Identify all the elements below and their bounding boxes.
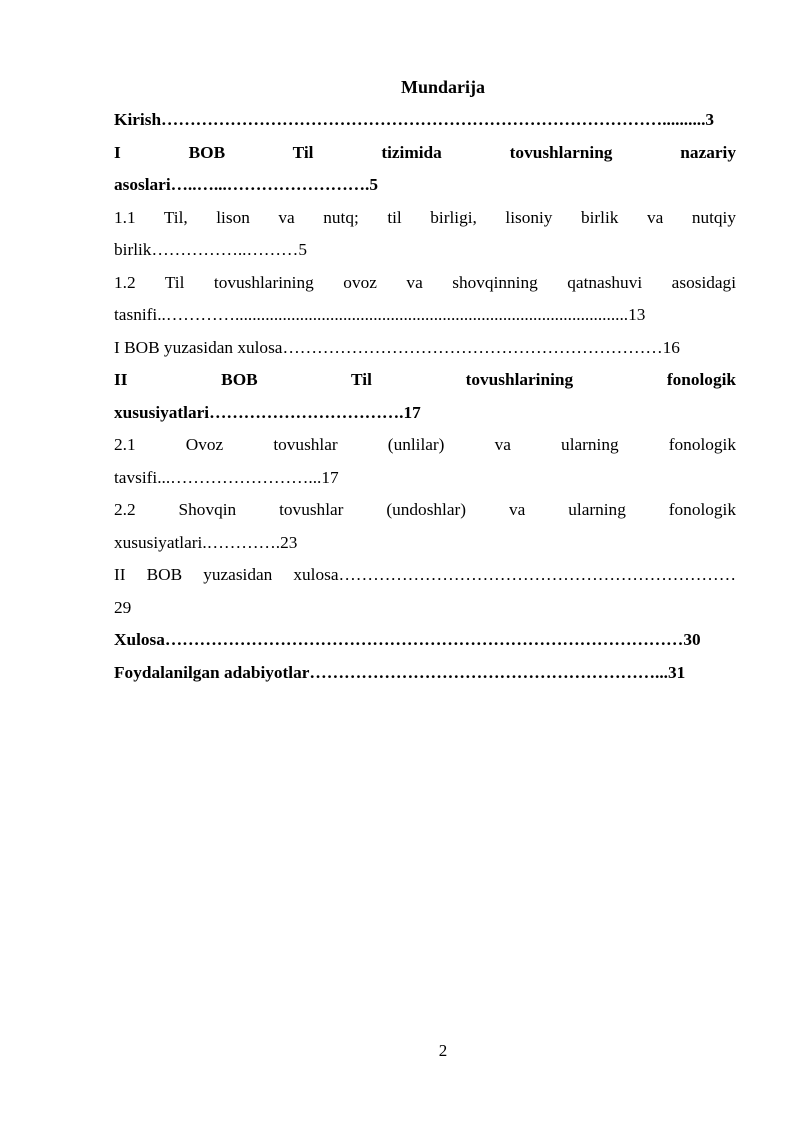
toc-entry-section-2-1 xyxy=(114,429,736,494)
toc-line: 1.1 Til, lison va nutq; til birligi, lisoniy birlik va nutqiy xyxy=(114,207,736,227)
toc-line: 29 xyxy=(114,597,132,617)
toc-entry-section-1-2 xyxy=(114,267,736,332)
page-title: Mundarija xyxy=(400,77,485,97)
toc-entry-section-2-2 xyxy=(114,494,736,559)
toc-entry-section-1-1 xyxy=(114,202,736,267)
toc-line: II BOB yuzasidan xulosa…………………………………………………………… xyxy=(114,565,736,584)
toc-entry-chapter-2 xyxy=(114,364,736,429)
toc-line: II BOB Til tovushlarining fonologik xyxy=(114,370,736,389)
toc-line: I BOB yuzasidan xulosa…………………………………………………………16 xyxy=(114,337,680,357)
toc-line: xususiyatlari.………….23 xyxy=(114,532,298,552)
toc-entry-kirish xyxy=(114,104,736,137)
toc-line: Kirish……………………………………………………………………………..........3 xyxy=(114,110,715,129)
toc-line: birlik……………..………5 xyxy=(114,240,307,259)
toc-line: Xulosa………………………………………………………………………………30 xyxy=(114,630,701,649)
page-number: 2 xyxy=(438,1041,448,1060)
toc-line: I BOB Til tizimida tovushlarning nazariy xyxy=(114,142,736,162)
toc-line: Foydalanilgan adabiyotlar……………………………………………………...31 xyxy=(114,662,686,682)
toc-entry-xulosa xyxy=(114,624,736,657)
toc-line: 1.2 Til tovushlarining ovoz va shovqinning qatnashuvi asosidagi xyxy=(114,272,736,292)
table-of-contents xyxy=(114,104,736,689)
toc-entry-chapter-1-conclusion xyxy=(114,332,736,365)
toc-entry-bibliography xyxy=(114,657,736,690)
toc-line: 2.2 Shovqin tovushlar (undoshlar) va ularning fonologik xyxy=(114,500,736,519)
toc-entry-chapter-2-conclusion xyxy=(114,559,736,624)
toc-line: 2.1 Ovoz tovushlar (unlilar) va ularning fonologik xyxy=(114,435,736,454)
toc-line: tasnifi..…………...........................................................................................13 xyxy=(114,305,646,324)
toc-line: tavsifi...……………………...17 xyxy=(114,467,339,487)
toc-entry-chapter-1 xyxy=(114,137,736,202)
toc-line: asoslari…..…...…………………….5 xyxy=(114,175,379,194)
toc-line: xususiyatlari…………………………….17 xyxy=(114,402,421,422)
